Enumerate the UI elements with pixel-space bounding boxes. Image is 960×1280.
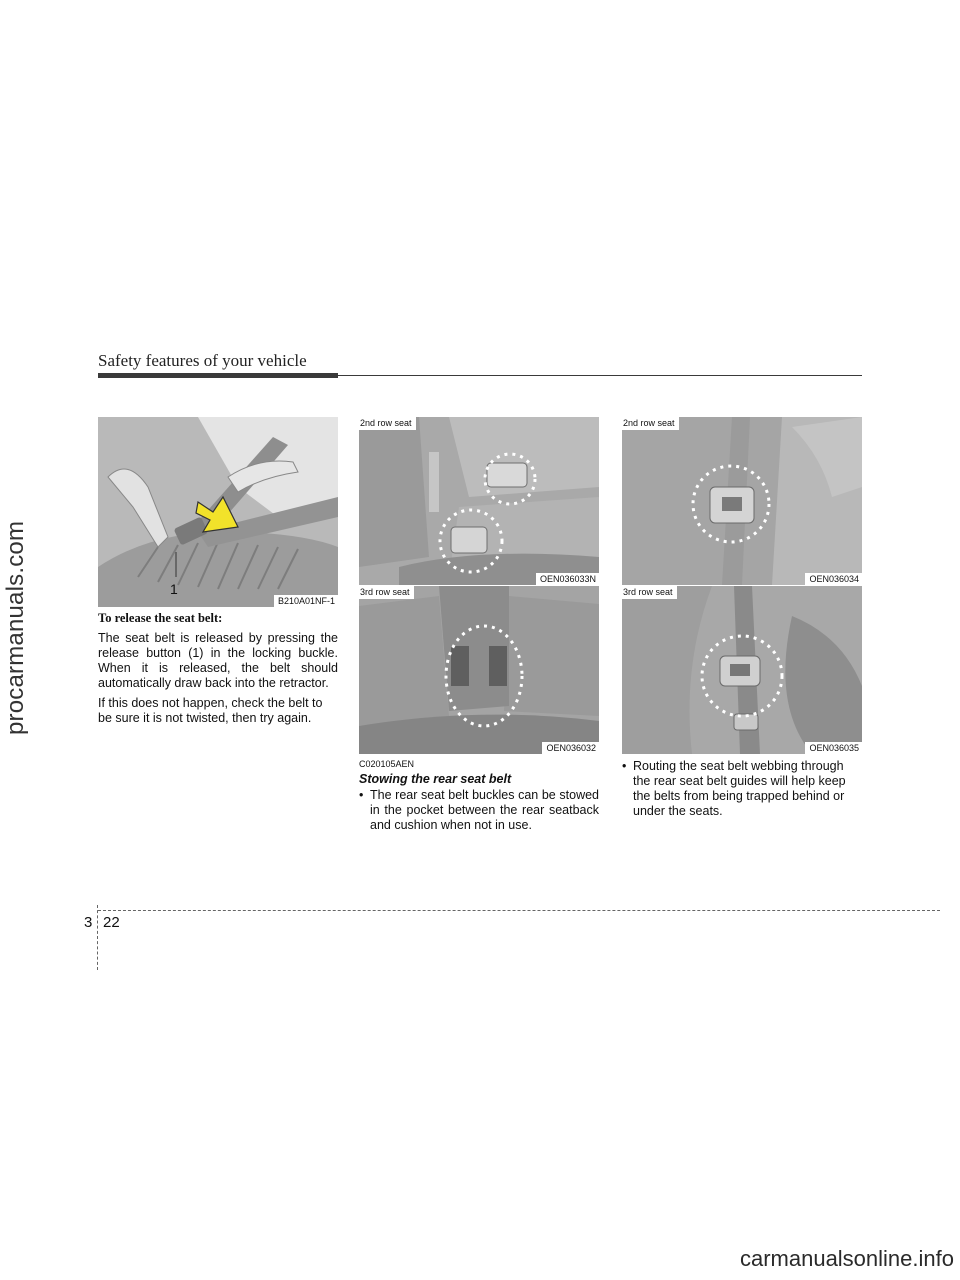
middle-text-block xyxy=(359,759,599,833)
figure-code: OEN036032 xyxy=(542,742,599,754)
bottom-watermark: carmanualsonline.info xyxy=(739,1246,954,1271)
list-item xyxy=(622,759,862,819)
section-heading: To release the seat belt: xyxy=(98,611,223,625)
body-paragraph: The seat belt is released by pressing the release button (1) in the locking buckle. When it is released, the belt should automatically draw back into the retractor. xyxy=(98,631,338,690)
figure-row-tag: 2nd row seat xyxy=(359,417,416,430)
footer-vertical-rule xyxy=(97,905,98,970)
figure-row-tag: 2nd row seat xyxy=(622,417,679,430)
list-item-text: The rear seat belt buckles can be stowed in the pocket between the rear seatback and cushion when not in use. xyxy=(370,788,599,832)
header-bar xyxy=(98,373,338,378)
header-rule xyxy=(338,375,862,376)
figure-release-buckle xyxy=(98,417,338,607)
left-text-block xyxy=(98,611,338,726)
figure-2nd-row-pocket xyxy=(359,417,599,585)
section-code: C020105AEN xyxy=(359,759,415,769)
seat-pocket-illustration xyxy=(359,586,599,754)
belt-guide-illustration xyxy=(622,586,862,754)
figure-callout-number: 1 xyxy=(170,581,178,597)
figure-3rd-row-guide xyxy=(622,585,862,754)
bullet-dot: • xyxy=(622,759,627,773)
figure-code: OEN036034 xyxy=(805,573,862,585)
list-item-text: Routing the seat belt webbing through the rear seat belt guides will help keep the belts from being trapped behind or under the seats. xyxy=(633,759,846,818)
bullet-dot: • xyxy=(359,788,364,802)
figure-row-tag: 3rd row seat xyxy=(359,586,414,599)
figure-3rd-row-pocket xyxy=(359,585,599,754)
page-number: 22 xyxy=(103,914,120,931)
figure-2nd-row-guide xyxy=(622,417,862,585)
page-section-number: 3 xyxy=(84,914,93,931)
footer-rule xyxy=(98,910,940,911)
figure-code: OEN036033N xyxy=(536,573,599,585)
belt-guide-illustration xyxy=(622,417,862,585)
right-text-block xyxy=(622,759,862,819)
side-watermark: procarmanuals.com xyxy=(2,520,29,735)
release-buckle-illustration xyxy=(98,417,338,607)
body-paragraph: If this does not happen, check the belt to be sure it is not twisted, then try again. xyxy=(98,696,323,725)
section-title: Stowing the rear seat belt xyxy=(359,772,512,786)
seat-pocket-illustration xyxy=(359,417,599,585)
list-item xyxy=(359,788,599,833)
page-header-title: Safety features of your vehicle xyxy=(98,351,307,370)
figure-row-tag: 3rd row seat xyxy=(622,586,677,599)
figure-code: B210A01NF-1 xyxy=(274,595,338,607)
figure-code: OEN036035 xyxy=(805,742,862,754)
